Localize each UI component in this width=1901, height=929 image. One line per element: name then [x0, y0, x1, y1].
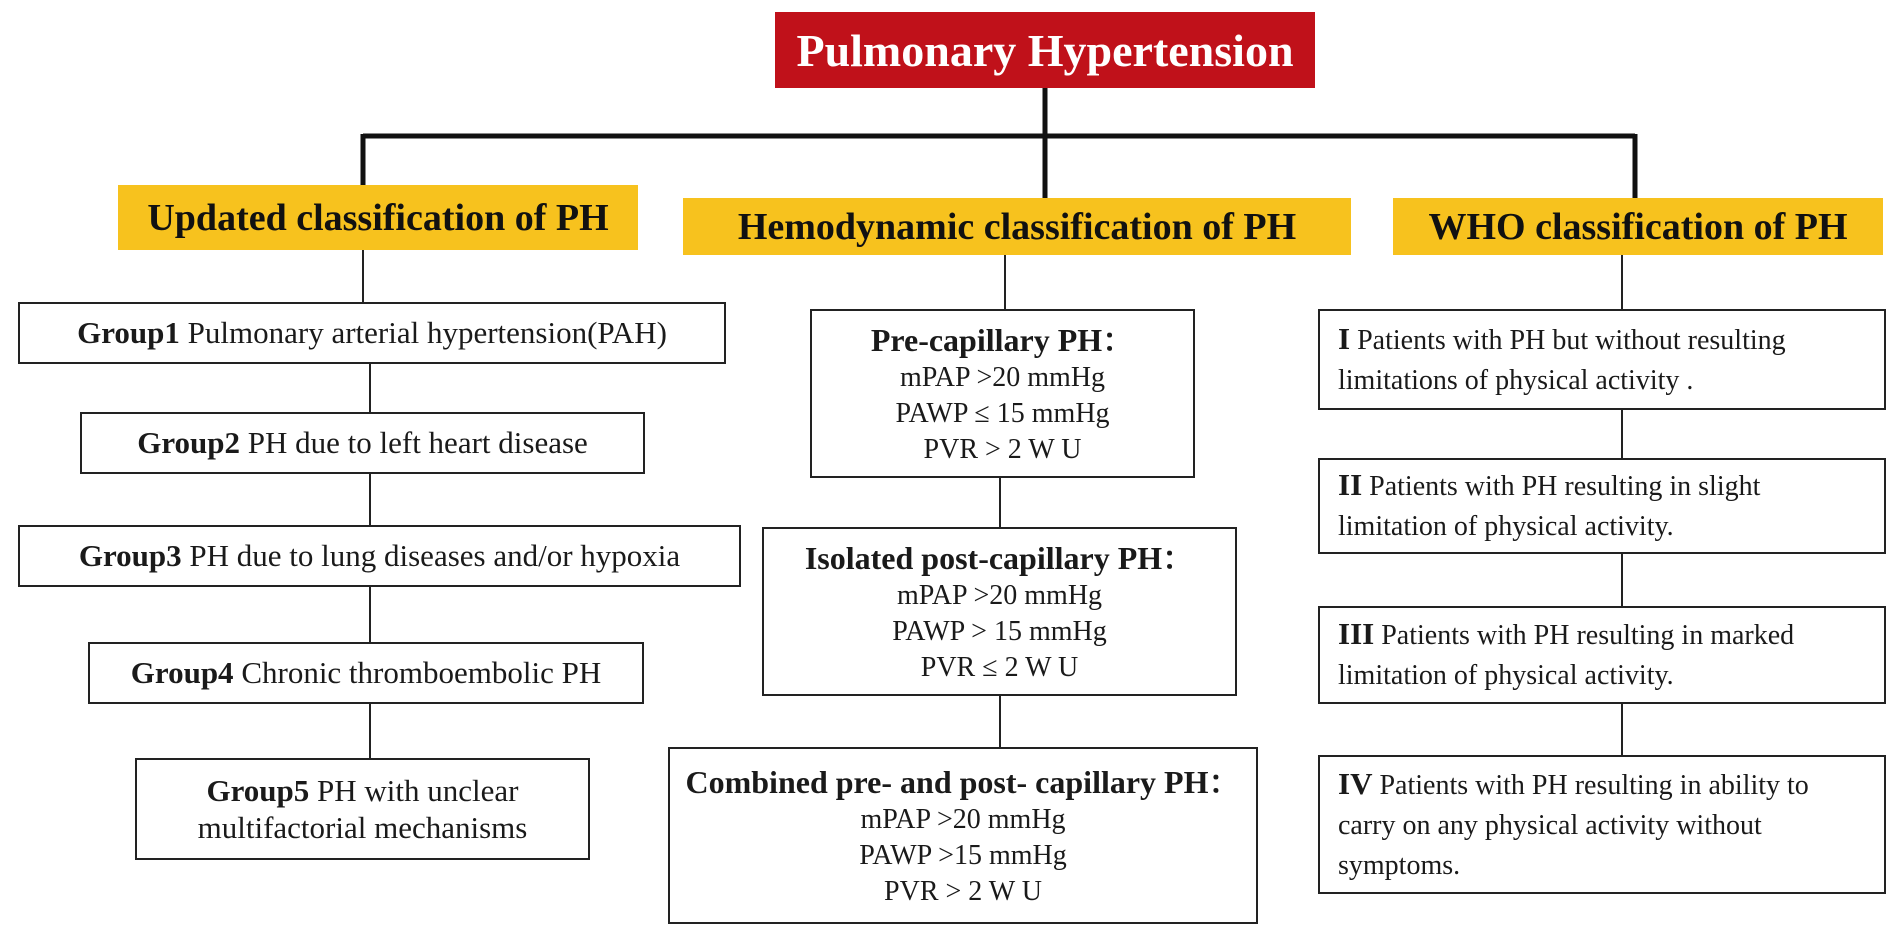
hemo-pawp: PAWP > 15 mmHg: [892, 615, 1107, 647]
group-box-4: [88, 642, 644, 704]
group-box-5: [135, 758, 590, 860]
who-class-label: II: [1338, 467, 1363, 502]
group-box-2: [80, 412, 645, 474]
group-label: Group3: [78, 538, 182, 574]
who-class-label: III: [1338, 616, 1375, 651]
hemo-box-isolated-post: [762, 527, 1237, 696]
hemo-pawp: PAWP >15 mmHg: [859, 839, 1067, 871]
who-box-2: [1318, 458, 1886, 554]
who-box-4: [1318, 755, 1886, 894]
who-class-label: I: [1338, 320, 1351, 356]
who-box-1: [1318, 309, 1886, 410]
group-text: PH with unclear: [317, 772, 519, 808]
group-label: Group1: [77, 315, 180, 351]
who-class-text: Patients with PH resulting in slight limitation of physical activity.: [1338, 471, 1761, 542]
hemo-title: Combined pre- and post- capillary PH：: [685, 763, 1241, 800]
hemo-title: Pre-capillary PH：: [870, 321, 1135, 358]
hemo-mpap: mPAP >20 mmHg: [896, 579, 1103, 611]
hemo-title: Isolated post-capillary PH：: [804, 539, 1195, 576]
who-class-text: Patients with PH resulting in ability to carry on any physical activity without symptoms.: [1338, 769, 1809, 881]
group-text: PH due to lung diseases and/or hypoxia: [189, 538, 681, 574]
who-class-text: Patients with PH but without resulting limitations of physical activity .: [1338, 324, 1786, 396]
group-label: Group4: [130, 655, 234, 691]
who-class-text: Patients with PH resulting in marked limitation of physical activity.: [1338, 620, 1795, 691]
group-text-line2: multifactorial mechanisms: [197, 810, 528, 845]
who-class-label: IV: [1338, 765, 1373, 801]
header-hemodynamic: Hemodynamic classification of PH: [683, 198, 1351, 255]
group-text: Chronic thromboembolic PH: [241, 655, 602, 691]
header-updated: Updated classification of PH: [118, 185, 638, 250]
group-box-3: [18, 525, 741, 587]
hemo-mpap: mPAP >20 mmHg: [899, 361, 1106, 393]
hemo-pawp: PAWP ≤ 15 mmHg: [895, 397, 1110, 429]
hemo-box-combined: [668, 747, 1258, 924]
group-text: PH due to left heart disease: [247, 425, 588, 461]
hemo-mpap: mPAP >20 mmHg: [860, 803, 1066, 835]
group-label: Group5: [206, 772, 310, 808]
root-title: Pulmonary Hypertension: [775, 12, 1315, 88]
group-box-1: [18, 302, 726, 364]
header-who: WHO classification of PH: [1393, 198, 1883, 255]
group-text: Pulmonary arterial hypertension(PAH): [187, 315, 667, 351]
hemo-pvr: PVR ≤ 2 W U: [920, 651, 1079, 683]
hemo-box-precapillary: [810, 309, 1195, 478]
hemo-pvr: PVR > 2 W U: [884, 875, 1042, 907]
who-box-3: [1318, 606, 1886, 704]
group-label: Group2: [137, 425, 240, 461]
hemo-pvr: PVR > 2 W U: [923, 433, 1082, 465]
